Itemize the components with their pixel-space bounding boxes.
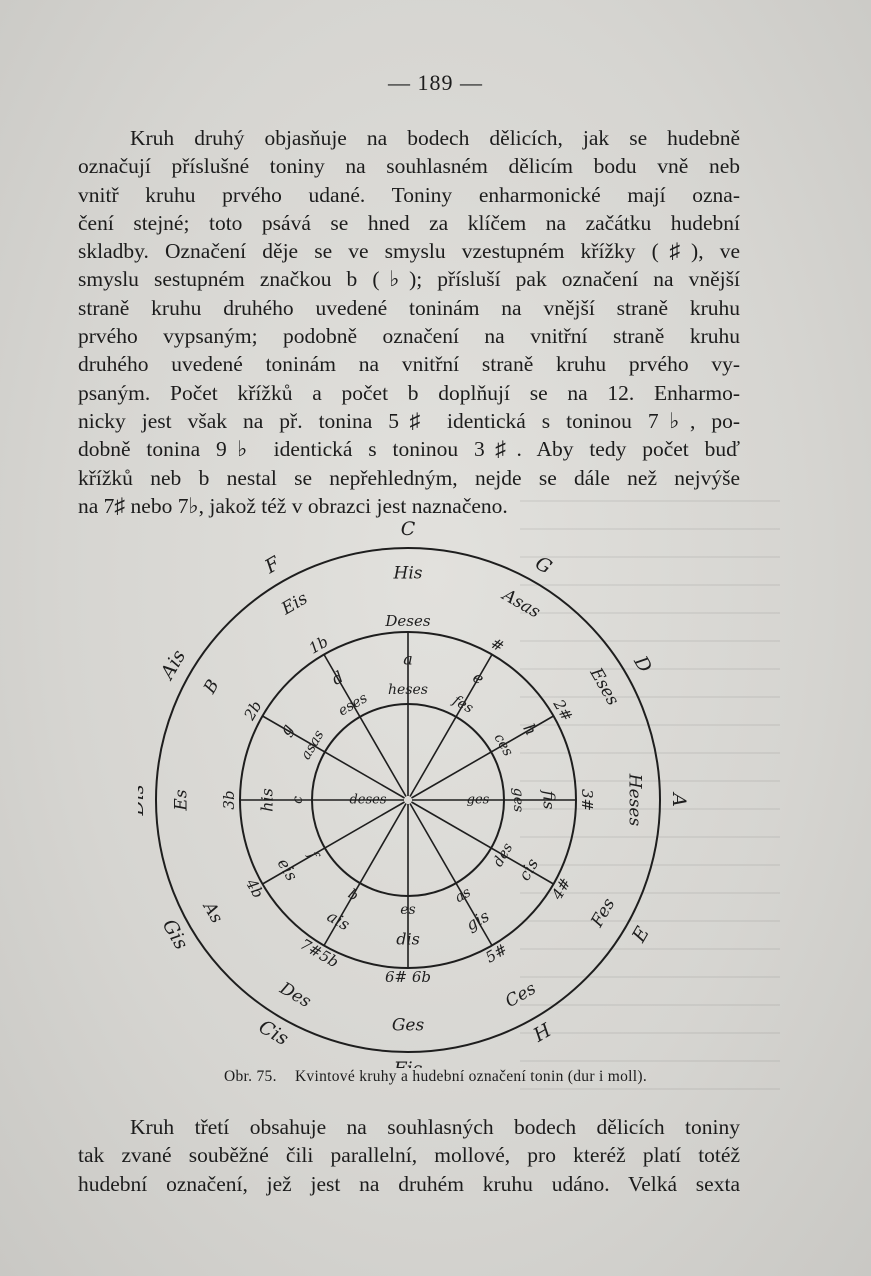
signature-label: 3b (220, 790, 238, 810)
signature-label: Deses (385, 612, 431, 630)
signature-label: 4# (547, 874, 575, 903)
paragraph-1 (78, 124, 740, 520)
enharmonic-key-label: Ces (501, 978, 540, 1012)
minor-key-label: ais (323, 906, 354, 935)
minor-enharmonic-label: eses (335, 690, 371, 720)
caption-text: Kvintové kruhy a hudební označení tonin (dur i moll). (294, 1068, 648, 1085)
minor-enharmonic-label: b (345, 886, 361, 905)
minor-key-label: a (403, 649, 413, 669)
page-number: — 189 — (388, 70, 483, 95)
outer-key-label: Dis (138, 784, 148, 816)
minor-enharmonic-label: ces (490, 730, 517, 760)
paragraph-2 (78, 1113, 740, 1198)
enharmonic-key-label: Asas (498, 585, 544, 623)
enharmonic-key-label: B (200, 676, 224, 698)
text-line: vnitř kruhu prvého udané. Toniny enharmonické mají ozna- (78, 182, 740, 207)
minor-enharmonic-label: des (490, 840, 517, 870)
minor-key-label: h (519, 720, 541, 739)
minor-key-label: e (469, 667, 488, 689)
text-line: prvého vypsaným; podobně označení na vnitřní straně kruhu (78, 324, 740, 349)
text-line: hudební označení, jež jest na druhém kruhu udáno. Velká sexta (78, 1171, 740, 1196)
text-line: tak zvané souběžné čili parallelní, mollové, pro kteréž platí totéž (78, 1143, 740, 1168)
minor-key-label: fis (539, 790, 559, 810)
signature-label: 2b (240, 697, 266, 724)
minor-enharmonic-label: ges (510, 787, 526, 813)
enharmonic-key-label: Es (171, 789, 192, 811)
outer-key-label: Gis (157, 915, 193, 954)
outer-key-label: H (529, 1019, 556, 1047)
text-line: čení stejné; toto psává se hned za klíčem na začátku hudební (78, 210, 740, 235)
minor-key-label: dis (396, 929, 420, 949)
signature-label: 4b (242, 875, 268, 902)
outer-key-label: A (668, 793, 690, 807)
signature-label: 3# (578, 788, 596, 812)
enharmonic-key-label: His (393, 563, 423, 584)
signature-label: 5# (482, 939, 511, 967)
minor-key-label: his (257, 788, 277, 812)
text-line: smyslu sestupném značkou b (♭); přísluší pak označení na vnější (78, 267, 740, 292)
enharmonic-key-label: Eis (278, 588, 312, 620)
minor-enharmonic-label: as (452, 884, 474, 907)
outer-key-label (392, 1058, 422, 1068)
minor-enharmonic-label: es (400, 902, 416, 918)
minor-enharmonic-label: c (290, 796, 306, 804)
text-line: označují příslušné toniny na souhlasném dělicím bodu vně neb (78, 154, 740, 179)
text-line: skladby. Označení děje se ve smyslu vzestupném křížky (♯), ve (78, 239, 740, 264)
center-label: ges (466, 792, 490, 808)
text-line: dobně tonina 9♭ identická s toninou 3♯. Aby tedy počet buď (78, 437, 740, 462)
minor-key-label: gis (462, 906, 493, 935)
minor-enharmonic-label: asas (298, 727, 328, 763)
text-line: druhého uvedené toninám na vnitřní straně kruhu prvého vy- (78, 352, 740, 377)
outer-key-label: Ais (156, 646, 191, 683)
outer-key-label: D (629, 652, 657, 677)
outer-key-label: F (261, 552, 284, 579)
signature-label: 2# (549, 696, 577, 725)
enharmonic-key-label: Fes (587, 894, 620, 931)
text-line: na 7♯ nebo 7♭, jakož též v obrazci jest naznačeno. (78, 493, 508, 518)
outer-key-label: G (531, 551, 556, 579)
signature-label: 6# 6b (384, 968, 432, 986)
minor-enharmonic-label: heses (388, 682, 428, 698)
signature-label: 1b (305, 632, 332, 658)
minor-key-label: cis (514, 855, 543, 884)
minor-key-label: g (275, 720, 297, 739)
figure-labels (138, 518, 690, 1068)
minor-enharmonic-label: fes (450, 692, 476, 717)
enharmonic-key-label: As (198, 898, 227, 927)
text-line: Kruh druhý objasňuje na bodech dělicích, jak se hudebně (130, 126, 740, 150)
text-line: Kruh třetí obsahuje na souhlasných bodech dělicích toniny (130, 1115, 740, 1139)
figure-svg (138, 508, 698, 1068)
outer-key-label: C (400, 518, 416, 540)
text-line: psaným. Počet křížků a počet b doplňují se na 12. Enharmo- (78, 380, 740, 405)
enharmonic-key-label: Ges (391, 1015, 425, 1036)
figure-caption (0, 1068, 871, 1086)
signature-label: # (487, 634, 508, 656)
enharmonic-key-label: Eses (585, 664, 623, 710)
enharmonic-key-label: Heses (624, 773, 645, 827)
minor-key-label: d (328, 667, 347, 689)
minor-key-label: eis (273, 854, 302, 885)
circle-of-fifths-figure (138, 508, 698, 1068)
minor-enharmonic-label: f (304, 848, 321, 862)
outer-key-label: Cis (254, 1015, 293, 1051)
outer-key-label: E (627, 922, 654, 947)
caption-number: Obr. 75. (223, 1068, 277, 1085)
enharmonic-key-label: Des (276, 978, 315, 1013)
center-label: deses (349, 792, 387, 808)
text-line: křížků neb b nestal se nepřehledným, nejde se dále než nejvýše (78, 465, 740, 490)
signature-label: 7#5b (297, 935, 342, 972)
text-line: straně kruhu druhého uvedené toninám na vnější straně kruhu (78, 295, 740, 320)
text-line: nicky jest však na př. tonina 5♯ identická s toninou 7♭, po- (78, 408, 740, 433)
